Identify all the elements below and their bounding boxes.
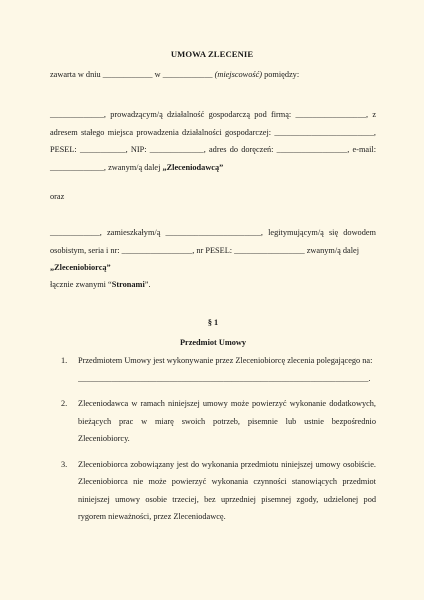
list-item-text: Zleceniodawca w ramach niniejszej umowy może powierzyć wykonanie dodatkowych, bieżących prac w miarę swoich potrzeb, pisemnie lub ustnie bezpośrednio Zleceniobiorcy. [78,399,376,443]
list-item-text: Przedmiotem Umowy jest wykonywanie przez Zleceniobiorcę zlecenia polegającego na: [78,356,373,365]
party1-text: _____________, prowadzącym/ą działalność gospodarczą pod firmą: _________________, z adresem stałego miejsca prowadzenia działalności gospodarczej: ________________________, PESEL: ___________, NIP: _____________, adres do doręczeń: _________________, e-mail: _____________, zwanym/ą dalej [50,110,376,172]
party1-role: „Zleceniodawcą” [162,162,224,172]
date-blank: ____________ [102,70,153,79]
oraz-text: oraz [50,192,65,201]
list-item-number: 1. [61,356,68,365]
list-item [50,395,376,448]
party2-text: ____________, zamieszkałym/ą _______________________, legitymującym/ą się dowodem osobistym, seria i nr: _________________, nr PESEL: _________________ zwanym/ą dalej [50,228,376,255]
document-title: UMOWA ZLECENIE [170,49,254,59]
parties-text-1: łącznie zwanymi “ [50,280,112,289]
party1-paragraph [50,106,376,176]
list-item-number: 2. [61,399,68,408]
parties-text-2: ”. [144,280,151,289]
intro-text-1: zawarta w dniu [50,70,101,79]
party2-role: „Zleceniobiorcą” [50,263,111,272]
list-item [50,456,376,526]
list-item-number: 3. [61,459,68,469]
list-item-fill-line: ______________________________________________________________________. [78,373,371,383]
place-blank: ____________ [162,70,213,79]
section-number: § 1 [207,318,219,327]
place-hint: (miejscowość) [214,70,263,79]
oraz-line [50,188,376,206]
parties-line [50,276,376,294]
intro-text-2: w [154,70,161,79]
intro-line [50,66,376,84]
parties-bold: Stronami [111,280,145,289]
list-item-text: Zleceniobiorca zobowiązany jest do wykonania przedmiotu niniejszej umowy osobiście. Zleceniobiorca nie może powierzyć wykonania czynności stanowiących przedmiot niniejszej umowy osobie trzeciej, bez uprzedniej pisemnej zgody, udzielonej pod rygorem nieważności, przez Zleceniodawcę. [78,459,376,521]
list-item [50,352,376,387]
intro-text-3: pomiędzy: [264,70,300,79]
party2-paragraph [50,224,376,277]
clause-list [50,352,376,526]
section-heading: Przedmiot Umowy [179,338,247,347]
